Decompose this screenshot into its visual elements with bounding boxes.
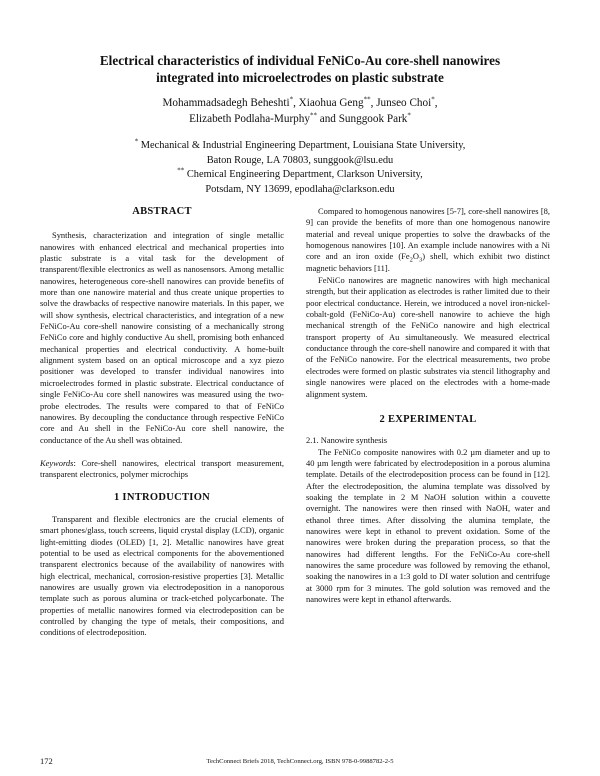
affiliation-mark: **	[177, 166, 185, 175]
separator: ,	[434, 97, 438, 109]
author-name: Elizabeth Podlaha-Murphy	[189, 112, 310, 125]
left-column	[40, 206, 284, 639]
author-list	[60, 96, 540, 127]
keywords-label: Keywords	[40, 457, 74, 468]
fenico-paragraph: FeNiCo nanowires are magnetic nanowires with high mechanical strength, but their application as electrodes is rather limited due to their poor electrical conductance. Herein, we introduced a novel iron-nickel-cobalt-gold (FeNiCo-Au) core-shell nanowire to achieve the high mechanical strength of the FeNiCo nanowire and high electrical transport property of Au simultaneously. We measured electrical conductance through the core-shell nanowire and compared it with that of the FeNiCo nanowire. For the electrical measurements, two probe electrodes were formed on plastic substrates via stencil lithography and single nanowires were placed on the electrodes with a home-made alignment system.	[306, 275, 550, 399]
author-mark: **	[363, 95, 371, 104]
page-number: 172	[40, 756, 53, 766]
introduction-body: Transparent and flexible electronics are the crucial elements of smart phones/glass, touch screens, liquid crystal display (LCD), organic light-emitting diodes (OLED) [1, 2]. Metallic nanowires have great potential to be used as electrical components for the abovementioned transparent electronics because of the availability of nanowires with high electrical, mechanical, corrosion-resistive properties [3]. Metallic nanowires are usually grown via electrodeposition in a nanoporous template such as porous alumina or track-etched polycarbonate. The properties of metallic nanowires formed via electrodeposition can be controlled by changing the type of metals, their compositions, and conditions of electrodeposition.	[40, 513, 284, 638]
page-footer	[40, 758, 560, 765]
paragraph-text: Compared to homogenous nanowires [5-7], core-shell nanowires [8, 9] can provide the benefits of more than one homogenous nanowire material and reveal unique properties to solve the drawbacks of the homogenous nanowires [10]. An example include nanowires with a Ni core and an iron oxide (Fe	[306, 206, 550, 262]
subscript: 3	[418, 257, 423, 265]
paragraph-text: ) shell, which exhibit two distinct magnetic behaviors [11].	[306, 251, 550, 273]
separator: ,	[370, 97, 374, 109]
author-name: Junseo Choi	[376, 97, 432, 109]
keywords-text: : Core-shell nanowires, electrical transport measurement, transparent electronics, polymer microchips	[40, 457, 284, 480]
affiliation-mark: *	[134, 137, 139, 146]
separator: and	[319, 112, 336, 125]
subsection-heading: 2.1. Nanowire synthesis	[306, 435, 388, 446]
introduction-heading: 1 INTRODUCTION	[113, 491, 211, 503]
author-mark: *	[289, 95, 294, 104]
author-name: Mohammadsadegh Beheshti	[162, 97, 290, 109]
title-line-1: Electrical characteristics of individual FeNiCo-Au core-shell nanowires	[99, 53, 501, 68]
affiliation-text: Mechanical & Industrial Engineering Department, Louisiana State University,	[140, 140, 466, 151]
corshell-paragraph	[306, 206, 550, 274]
keywords	[40, 458, 284, 481]
affiliation-2-address: Potsdam, NY 13699, epodlaha@clarkson.edu	[205, 183, 395, 195]
author-mark: *	[431, 95, 435, 104]
footer-text: TechConnect Briefs 2018, TechConnect.org, ISBN 978-0-9988782-2-5	[206, 758, 394, 765]
subscript: 2	[409, 257, 413, 265]
affiliation-1	[60, 139, 540, 154]
affiliation-text: Chemical Engineering Department, Clarkson University,	[186, 169, 423, 181]
abstract-body: Synthesis, characterization and integration of single metallic nanowires with enhanced electrical and mechanical properties into plastic substrate is a vital task for the development of transparent/flexible electronics as well as nanosensors. Among metallic nanowires, heterogeneous core-shell nanowires can provide benefits of more than one nanowire material and thus create unique properties to solve the drawbacks of respective nanowire materials. In this paper, we will show synthesis, electrical characteristics, and integration of a new FeNiCo-Au core-shell nanowire consisting of a mechanically strong FeNiCo core and highly conductive Au shell, promising both enhanced mechanical properties and electrical conductivity. A home-built alignment system based on an optical microscope and a xyz piezo positioner was developed to transfer individual nanowires into microelectrodes formed in plastic substrate. Electrical conductance of single FeNiCo-Au core shell nanowires was measured using the two-probe electrodes. The results were compared to that of FeNiCo nanowires. By decoupling the conductance through respective FeNiCo core and Au shell in the FeNiCo-Au core shell nanowire, the conductance of the Au shell was obtained.	[40, 230, 284, 445]
experimental-heading: 2 EXPERIMENTAL	[379, 413, 477, 425]
author-mark: *	[407, 110, 411, 119]
separator: ,	[293, 97, 296, 109]
affiliation-1-address: Baton Rouge, LA 70803, sunggook@lsu.edu	[206, 154, 394, 166]
affiliation-2	[60, 168, 540, 183]
experimental-body: The FeNiCo composite nanowires with 0.2 µm diameter and up to 40 µm length were fabricated by electrodeposition in a porous alumina template. Details of the electrodeposition process can be found in [12]. After the electrodeposition, the alumina template was dissolved by soaking the template in 2 M NaOH solution within a couvette overnight. The nanowires were then rinsed with NaOH, water and ethanol three times. After dissolving the alumina template, the nanowires were kept in ethanol to prevent oxidation. Some of the nanowires were broken during the preparation process, so that the nanowires had different lengths. For the FeNiCo-Au core-shell nanowires the same procedure was followed by removing the ethanol, soaking the nanowires in a 1:3 gold to DI water solution and centrifuge at 3000 rpm for 3 minutes. The gold solution was removed and the nanowires were kept in ethanol afterwards.	[306, 446, 550, 604]
author-name: Xiaohua Geng	[298, 97, 364, 109]
right-column	[306, 206, 550, 605]
author-mark: **	[309, 110, 317, 119]
author-line-1	[60, 96, 540, 112]
paper-title	[60, 52, 540, 86]
paragraph-text: O	[412, 251, 419, 262]
title-line-2: integrated into microelectrodes on plastic substrate	[156, 70, 444, 85]
abstract-heading: ABSTRACT	[132, 206, 192, 217]
author-line-2	[60, 112, 540, 128]
affiliations	[60, 139, 540, 197]
author-name: Sunggook Park	[338, 112, 408, 125]
